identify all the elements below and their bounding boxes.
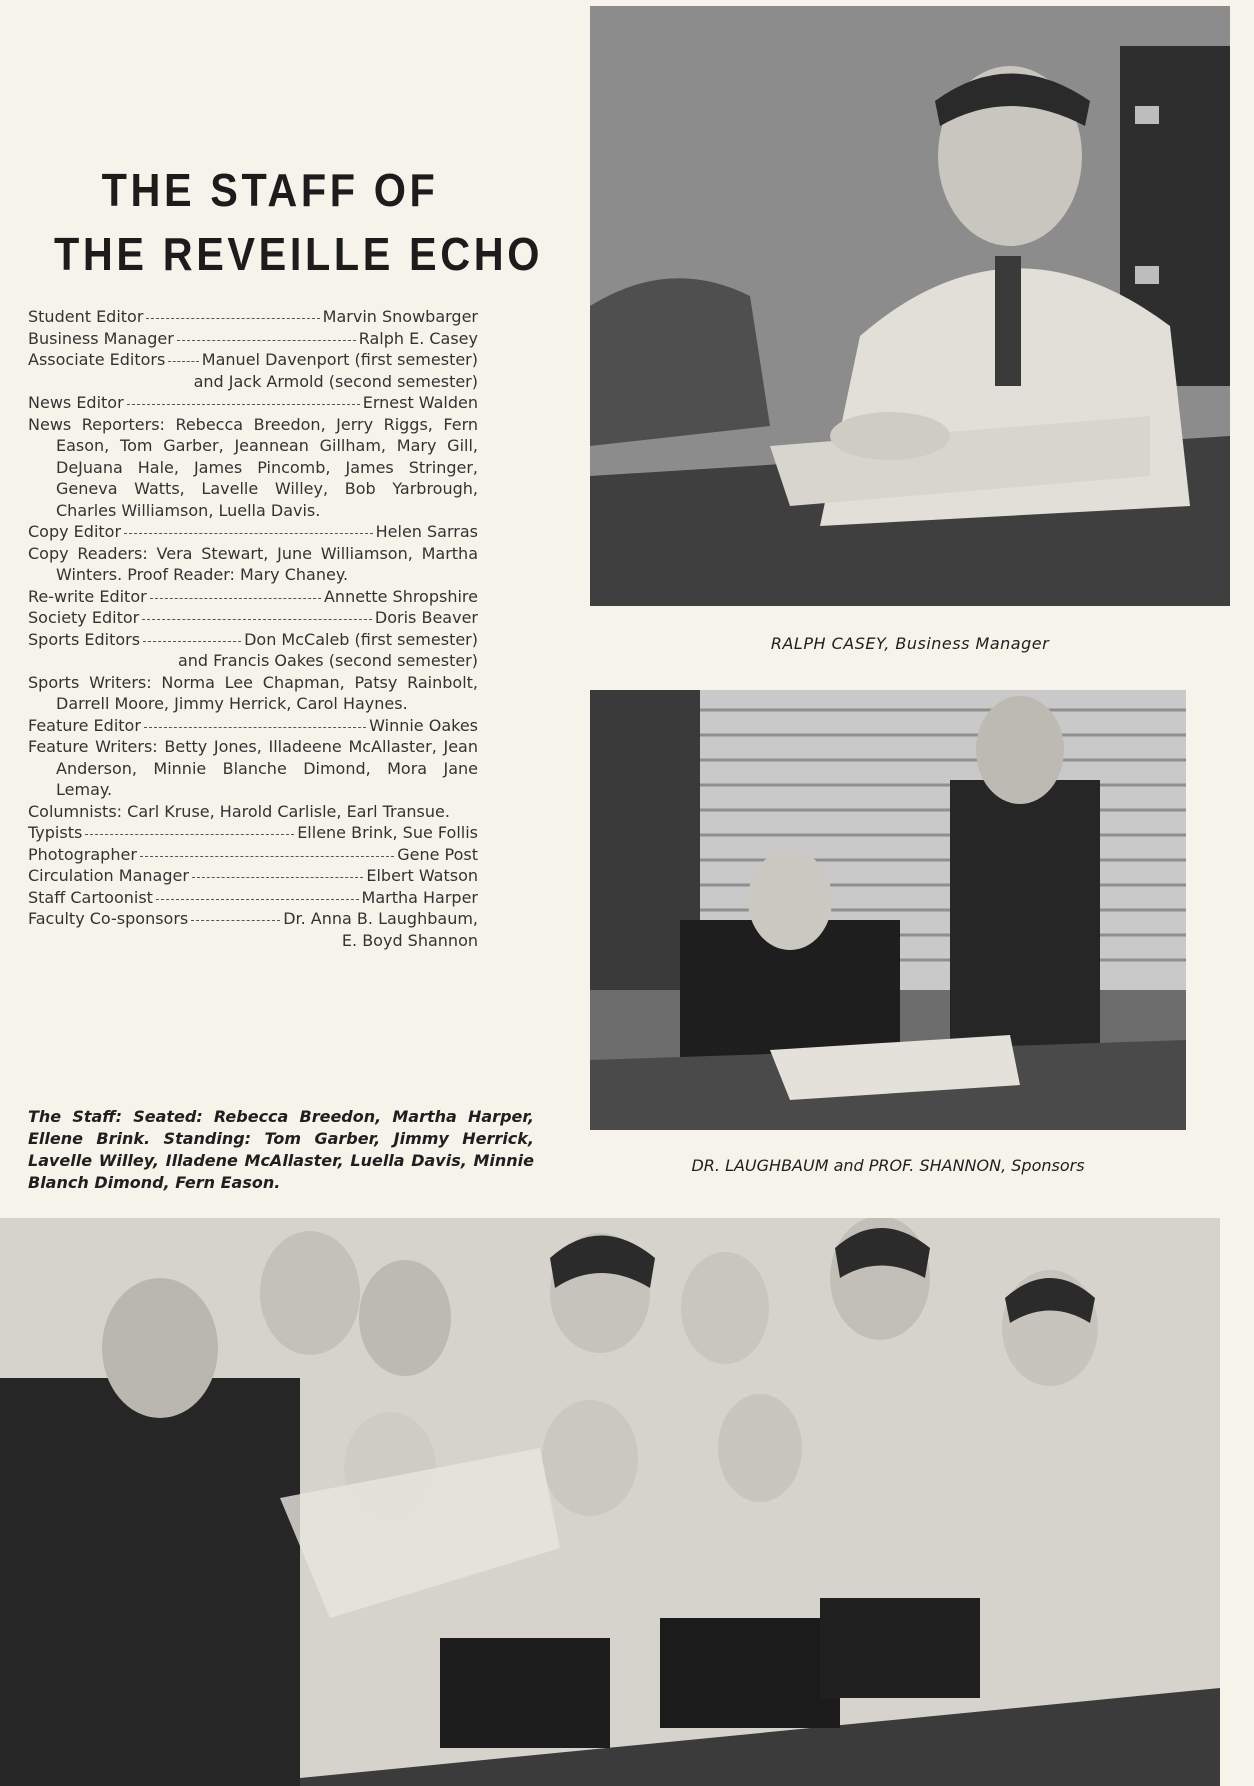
roster-circulation-manager: Circulation Manager Elbert Watson	[28, 866, 478, 885]
roster-business-manager: Business Manager Ralph E. Casey	[28, 328, 478, 348]
roster-sports-editors: Sports Editors Don McCaleb (first semester)	[28, 629, 478, 649]
roster-feature-editor: Feature Editor Winnie Oakes	[28, 715, 478, 735]
photo-sponsors-art	[590, 690, 1186, 1130]
roster-sports-editors-cont: and Francis Oakes (second semester)	[177, 651, 478, 670]
roster-associate-editors: Associate Editors Manuel Davenport (first semester)	[28, 350, 478, 369]
caption-sponsors: DR. LAUGHBAUM and PROF. SHANNON, Sponsors	[691, 1156, 1085, 1175]
roster-staff-cartoonist: Staff Cartoonist Martha Harper	[28, 887, 478, 907]
roster-faculty-cosponsors-cont: E. Boyd Shannon	[341, 930, 478, 950]
roster-student-editor: Student Editor Marvin Snowbarger	[28, 307, 478, 326]
caption-staff: The Staff: Seated: Rebecca Breedon, Martha Harper, Ellene Brink. Standing: Tom Garber, Jimmy Herrick, Lavelle Willey, Illadene McAllaster, Luella Davis, Minnie Blanch Dimond, Fern Eason.	[28, 1107, 534, 1192]
roster-society-editor: Society Editor Doris Beaver	[28, 608, 478, 627]
photo-staff-group	[0, 1218, 1220, 1786]
roster-news-reporters: News Reporters: Rebecca Breedon, Jerry Riggs, Fern Eason, Tom Garber, Jeannean Gillham, Mary Gill, DeJuana Hale, James Pincomb, James Stringer, Geneva Watts, Lavelle Willey, Bob Yarbrough, Charles Williamson, Luella Davis.	[28, 414, 478, 520]
page-title	[54, 158, 544, 286]
roster-news-editor: News Editor Ernest Walden	[28, 393, 478, 412]
photo-casey-art	[590, 6, 1230, 606]
roster-associate-editors-cont: and Jack Armold (second semester)	[193, 371, 478, 391]
roster-typists: Typists Ellene Brink, Sue Follis	[28, 823, 478, 842]
title-line-1: THE STAFF OF	[101, 164, 439, 216]
staff-roster	[28, 306, 478, 951]
roster-feature-writers: Feature Writers: Betty Jones, Illadeene McAllaster, Jean Anderson, Minnie Blanche Dimond, Mora Jane Lemay.	[28, 737, 478, 799]
roster-faculty-cosponsors: Faculty Co-sponsors Dr. Anna B. Laughbaum,	[28, 909, 478, 928]
roster-sports-writers: Sports Writers: Norma Lee Chapman, Patsy Rainbolt, Darrell Moore, Jimmy Herrick, Carol Haynes.	[28, 672, 478, 713]
photo-staff-art	[0, 1218, 1220, 1786]
roster-rewrite-editor: Re-write Editor Annette Shropshire	[28, 586, 478, 606]
roster-copy-editor: Copy Editor Helen Sarras	[28, 522, 478, 541]
roster-columnists: Columnists: Carl Kruse, Harold Carlisle, Earl Transue.	[28, 801, 450, 821]
title-line-2: THE REVEILLE ECHO	[54, 228, 544, 280]
roster-photographer: Photographer Gene Post	[28, 844, 478, 864]
photo-ralph-casey	[590, 6, 1230, 606]
caption-casey: RALPH CASEY, Business Manager	[770, 634, 1050, 653]
roster-copy-readers: Copy Readers: Vera Stewart, June Williamson, Martha Winters. Proof Reader: Mary Chaney.	[28, 543, 478, 584]
photo-sponsors	[590, 690, 1186, 1130]
